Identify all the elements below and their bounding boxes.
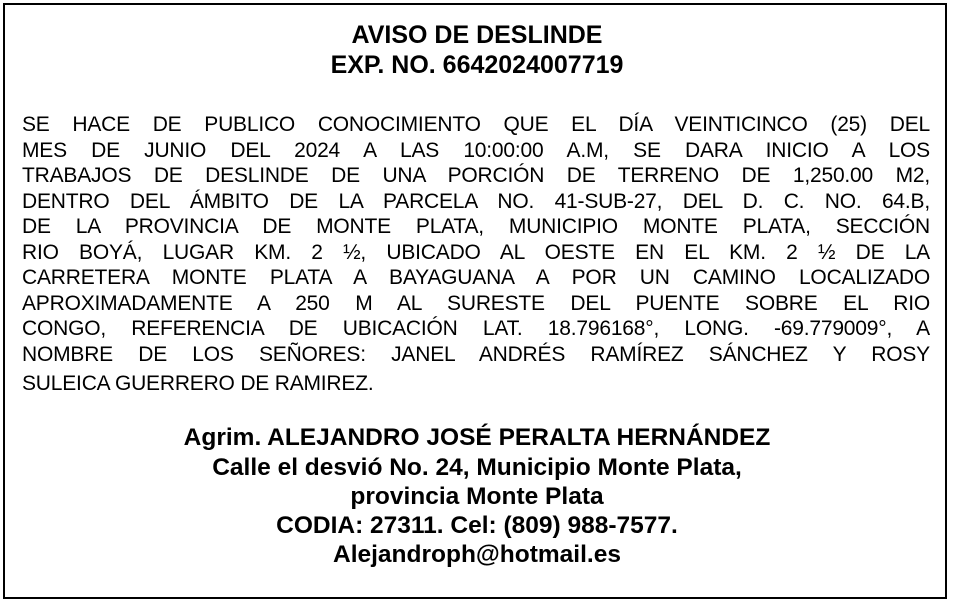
notice-body-line: RIO BOYÁ, LUGAR KM. 2 ½, UBICADO AL OESTE EN EL KM. 2 ½ DE LA xyxy=(22,240,930,264)
notice-body-line: DE LA PROVINCIA DE MONTE PLATA, MUNICIPIO MONTE PLATA, SECCIÓN xyxy=(22,215,930,238)
notice-title: AVISO DE DESLINDE xyxy=(351,21,603,49)
notice-body-line: CONGO, REFERENCIA DE UBICACIÓN LAT. 18.796168°, LONG. -69.779009°, A xyxy=(22,317,930,340)
notice-body-line: NOMBRE DE LOS SEÑORES: JANEL ANDRÉS RAMÍREZ SÁNCHEZ Y ROSY xyxy=(22,342,930,366)
notice-body-line: SULEICA GUERRERO DE RAMIREZ. xyxy=(22,372,374,395)
surveyor-address-line1: Calle el desvió No. 24, Municipio Monte Plata, xyxy=(212,454,742,481)
surveyor-contact: CODIA: 27311. Cel: (809) 988-7577. xyxy=(276,512,678,539)
surveyor-name: Agrim. ALEJANDRO JOSÉ PERALTA HERNÁNDEZ xyxy=(183,424,771,451)
notice-body-line: MES DE JUNIO DEL 2024 A LAS 10:00:00 A.M, SE DARA INICIO A LOS xyxy=(22,138,930,162)
notice-body-line: TRABAJOS DE DESLINDE DE UNA PORCIÓN DE TERRENO DE 1,250.00 M2, xyxy=(22,164,930,187)
surveyor-email: Alejandroph@hotmail.es xyxy=(333,541,621,568)
notice-body xyxy=(22,112,930,397)
surveyor-address-line2: provincia Monte Plata xyxy=(350,483,604,510)
notice-body-line: APROXIMADAMENTE A 250 M AL SURESTE DEL PUENTE SOBRE EL RIO xyxy=(22,291,930,315)
notice-body-line: CARRETERA MONTE PLATA A BAYAGUANA A POR UN CAMINO LOCALIZADO xyxy=(22,266,930,289)
notice-body-line: SE HACE DE PUBLICO CONOCIMIENTO QUE EL DÍA VEINTICINCO (25) DEL xyxy=(22,113,930,136)
notice-body-line: DENTRO DEL ÁMBITO DE LA PARCELA NO. 41-SUB-27, DEL D. C. NO. 64.B, xyxy=(22,189,930,213)
expedient-number: EXP. NO. 6642024007719 xyxy=(330,51,624,79)
